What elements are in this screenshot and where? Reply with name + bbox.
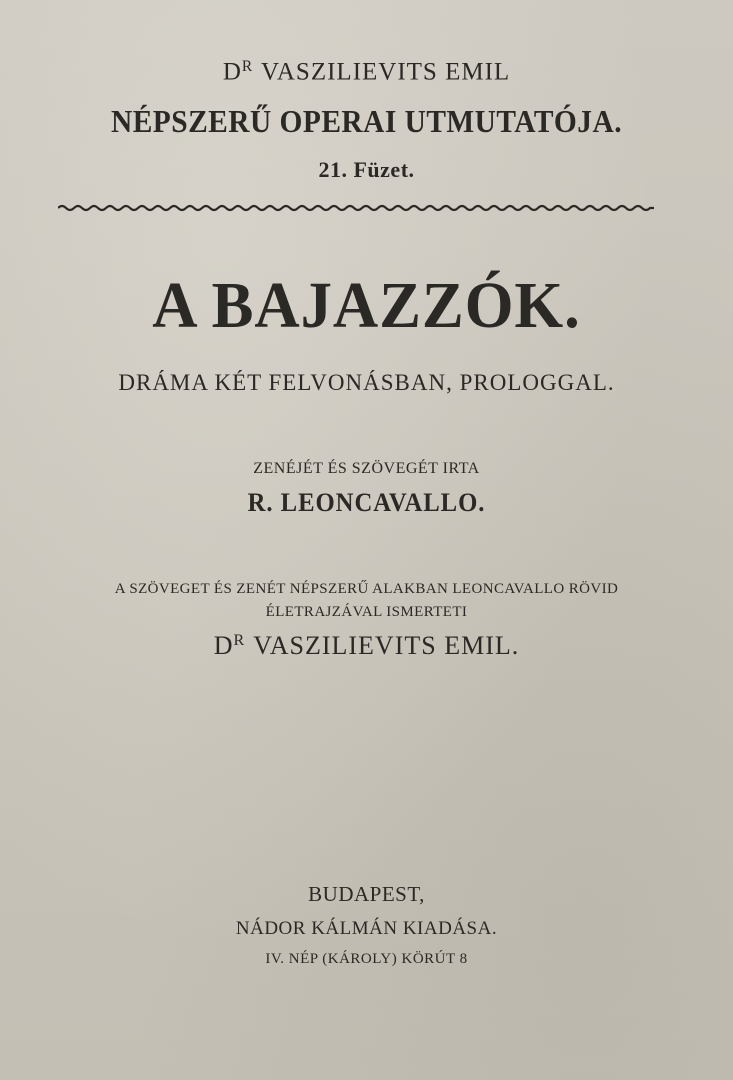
author-prefix: D (213, 631, 234, 660)
wavy-divider (58, 203, 654, 213)
composed-by-label: ZENÉJÉT ÉS SZÖVEGÉT IRTA (253, 460, 480, 477)
guide-author (0, 631, 733, 661)
issue-number: 21. Füzet. (318, 157, 415, 182)
composer-name: R. LEONCAVALLO. (247, 488, 486, 517)
author-name: VASZILIEVITS EMIL. (253, 631, 520, 660)
intro-text-line-2: ÉLETRAJZÁVAL ISMERTETI (265, 604, 468, 620)
book-title: A BAJAZZÓK. (152, 269, 581, 342)
series-title: NÉPSZERŰ OPERAI UTMUTATÓJA. (110, 103, 623, 139)
publisher-address: IV. NÉP (KÁROLY) KÖRÚT 8 (265, 951, 468, 967)
intro-text-line-1: A SZÖVEGET ÉS ZENÉT NÉPSZERŰ ALAKBAN LEONCAVALLO RÖVID (114, 581, 619, 597)
publication-city: BUDAPEST, (308, 882, 425, 906)
author-name: VASZILIEVITS EMIL (261, 58, 511, 86)
author-superscript: R (233, 632, 246, 650)
author-superscript: R (241, 58, 254, 75)
author-prefix: D (222, 58, 242, 86)
book-subtitle: DRÁMA KÉT FELVONÁSBAN, PROLOGGAL. (118, 370, 615, 395)
publisher-name: NÁDOR KÁLMÁN KIADÁSA. (235, 918, 498, 939)
series-author (0, 58, 733, 87)
